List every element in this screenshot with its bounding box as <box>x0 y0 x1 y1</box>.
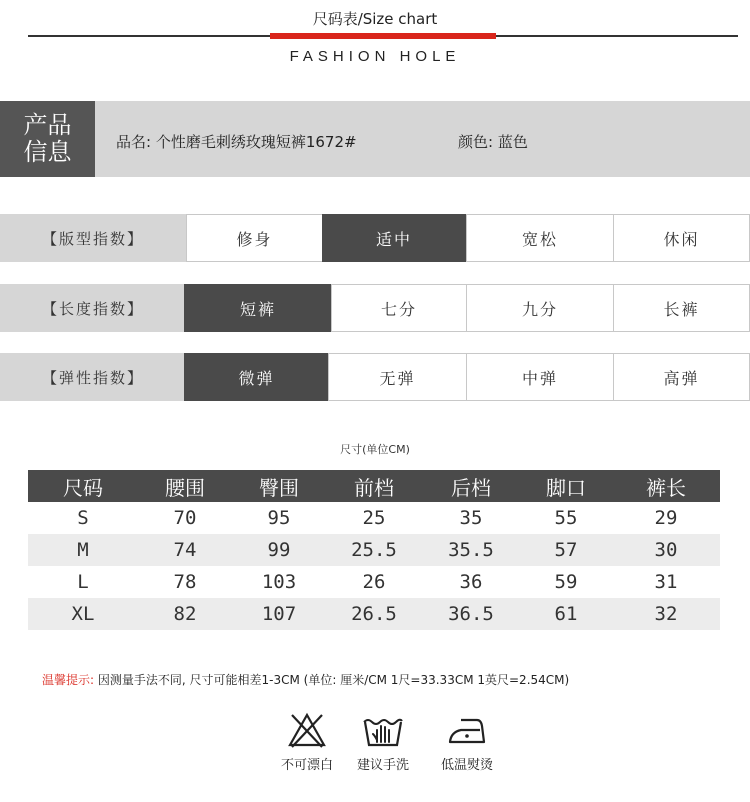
header-hip: 臀围 <box>259 475 299 500</box>
table-cell: L <box>77 571 89 593</box>
length-index-label: 【长度指数】 <box>0 284 186 332</box>
table-cell: 82 <box>173 603 197 625</box>
notice-text: 因测量手法不同, 尺寸可能相差1-3CM (单位: 厘米/CM 1尺=33.33CM 1英尺=2.54CM) <box>97 673 570 687</box>
fit-index-label: 【版型指数】 <box>0 214 186 262</box>
table-cell: 59 <box>554 571 578 593</box>
product-color: 颜色: 蓝色 <box>458 133 528 151</box>
brand-subtitle: FASHION HOLE <box>289 48 461 65</box>
product-name: 品名: 个性磨毛刺绣玫瑰短裤1672# <box>116 133 357 151</box>
length-option-cropped: 七分 <box>331 284 467 332</box>
hand-wash-icon <box>361 712 405 748</box>
product-tag-line-2: 信息 <box>23 138 72 166</box>
fit-index-row <box>0 214 750 262</box>
table-cell: 103 <box>261 571 297 593</box>
size-table <box>28 470 720 630</box>
table-cell: 61 <box>554 603 578 625</box>
page-title: 尺码表/Size chart <box>312 10 438 28</box>
care-low-iron <box>422 712 512 773</box>
table-cell: 107 <box>261 603 297 625</box>
header-accent-bar <box>270 33 496 39</box>
low-iron-icon <box>447 712 487 748</box>
table-cell: 32 <box>654 603 678 625</box>
product-info-band <box>0 101 750 177</box>
table-cell: 78 <box>173 571 197 593</box>
table-cell: S <box>77 507 89 529</box>
table-cell: 35 <box>459 507 483 529</box>
stretch-option-high: 高弹 <box>613 353 750 401</box>
table-cell: 35.5 <box>448 539 494 561</box>
table-cell: 25.5 <box>351 539 397 561</box>
table-cell: 74 <box>173 539 197 561</box>
header-waist: 腰围 <box>165 475 205 500</box>
length-option-ankle: 九分 <box>466 284 614 332</box>
stretch-option-slight: 微弹 <box>184 353 329 401</box>
care-hand-wash <box>338 712 428 773</box>
table-row <box>28 598 720 630</box>
table-cell: 99 <box>267 539 291 561</box>
table-cell: 55 <box>554 507 578 529</box>
care-label-no-bleach: 不可漂白 <box>280 758 333 773</box>
header-size: 尺码 <box>63 475 103 500</box>
table-cell: 30 <box>654 539 678 561</box>
table-cell: 25 <box>362 507 386 529</box>
no-bleach-icon <box>287 712 327 748</box>
size-chart-caption: 尺寸(单位CM) <box>340 443 410 456</box>
header-back-rise: 后档 <box>451 475 491 500</box>
care-label-hand-wash: 建议手洗 <box>356 758 409 773</box>
stretch-option-none: 无弹 <box>328 353 467 401</box>
header-length: 裤长 <box>646 475 686 500</box>
table-cell: 36.5 <box>448 603 494 625</box>
stretch-index-row <box>0 353 750 401</box>
table-row <box>28 566 720 598</box>
table-cell: 57 <box>554 539 578 561</box>
product-info-tag <box>0 101 95 177</box>
table-cell: 26 <box>362 571 386 593</box>
fit-option-loose: 宽松 <box>466 214 614 262</box>
header-front-rise: 前档 <box>354 475 394 500</box>
table-row <box>28 534 720 566</box>
table-cell: 29 <box>654 507 678 529</box>
table-cell: 31 <box>654 571 678 593</box>
stretch-option-medium: 中弹 <box>466 353 614 401</box>
table-row <box>28 502 720 534</box>
table-cell: 95 <box>267 507 291 529</box>
header-leg-opening: 脚口 <box>546 475 586 500</box>
table-cell: M <box>77 539 89 561</box>
fit-option-regular: 适中 <box>322 214 466 262</box>
length-index-row <box>0 284 750 332</box>
table-cell: 70 <box>173 507 197 529</box>
size-table-header <box>28 470 720 502</box>
stretch-index-label: 【弹性指数】 <box>0 353 186 401</box>
fit-option-casual: 休闲 <box>613 214 750 262</box>
table-cell: XL <box>71 603 95 625</box>
measurement-notice <box>42 671 569 688</box>
product-tag-line-1: 产品 <box>23 111 72 139</box>
fit-option-slim: 修身 <box>186 214 323 262</box>
length-option-shorts: 短裤 <box>184 284 332 332</box>
care-label-low-iron: 低温熨烫 <box>440 758 493 773</box>
length-option-long: 长裤 <box>613 284 750 332</box>
table-cell: 26.5 <box>351 603 397 625</box>
notice-label: 温馨提示: <box>42 673 95 687</box>
table-cell: 36 <box>459 571 483 593</box>
